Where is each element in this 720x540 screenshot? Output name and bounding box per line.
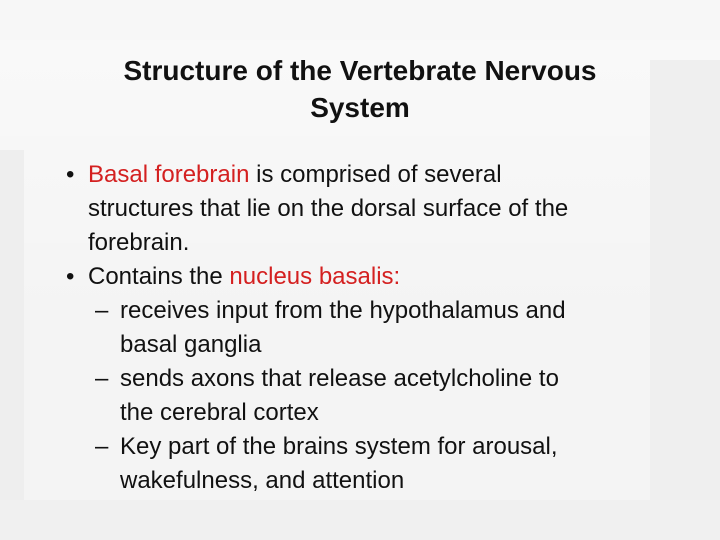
bullet-line: structures that lie on the dorsal surface of the [88, 195, 569, 222]
bullet-marker: • [66, 263, 75, 290]
sub-bullet-marker: – [95, 365, 109, 392]
sub-bullet-line: receives input from the hypothalamus and [120, 297, 566, 324]
slide-title [60, 52, 660, 126]
sub-bullet-list [58, 294, 678, 498]
bullet-text: is comprised of several [249, 161, 502, 188]
sub-bullet-line: sends axons that release acetylcholine to [120, 365, 559, 392]
sub-bullet-line: Key part of the brains system for arousal, [120, 433, 558, 460]
highlight-term: Basal forebrain [88, 161, 250, 188]
title-line-2: System [310, 92, 410, 123]
bullet-line: forebrain. [88, 229, 190, 256]
bullet-line [88, 158, 678, 192]
sub-bullet-item [58, 362, 678, 430]
bullet-basal-forebrain [58, 158, 678, 260]
sub-bullet-marker: – [95, 297, 109, 324]
slide-body [58, 158, 678, 498]
bullet-line [88, 260, 678, 294]
highlight-term: nucleus basalis: [229, 263, 401, 290]
sub-bullet-item [58, 294, 678, 362]
sub-bullet-marker: – [95, 433, 109, 460]
bullet-text: Contains the [88, 263, 230, 290]
bullet-nucleus-basalis [58, 260, 678, 294]
sub-bullet-line: the cerebral cortex [120, 399, 319, 426]
sub-bullet-line: wakefulness, and attention [120, 467, 405, 494]
sub-bullet-line: basal ganglia [120, 331, 262, 358]
sub-bullet-item [58, 430, 678, 498]
title-line-1: Structure of the Vertebrate Nervous [123, 55, 597, 86]
bullet-marker: • [66, 161, 75, 188]
